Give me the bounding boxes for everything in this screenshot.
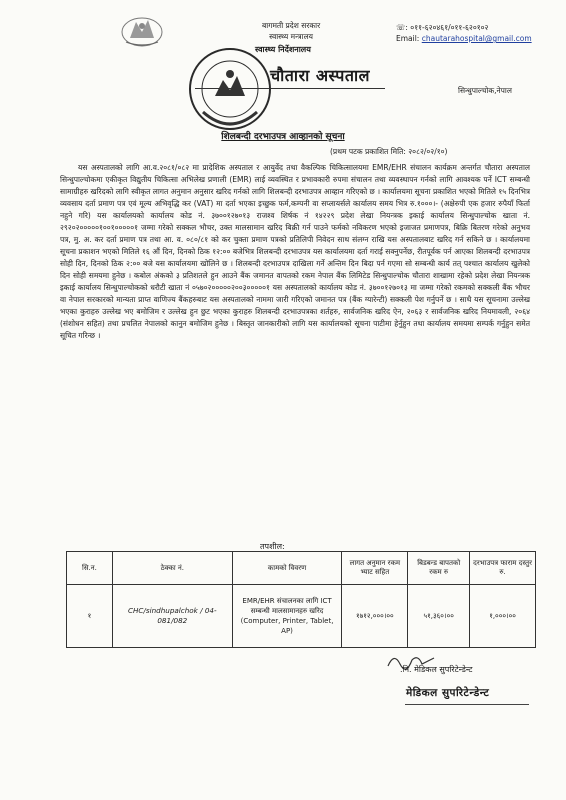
cell-cost-estimate: १७१२,०००।०० [342,585,408,648]
cell-description: EMR/EHR संचालनका लागि ICT सम्बन्धी मालसामानहरु खरिद (Computer, Printer, Tablet, AP) [232,585,342,648]
contact-block [396,22,532,44]
details-table [66,551,536,648]
nepal-emblem-icon [120,14,164,48]
header-cost-estimate: लागत अनुमान रकम भ्याट सहित [342,552,408,585]
hospital-location: सिन्धुपाल्चोक,नेपाल [458,86,512,95]
cell-serial: १ [67,585,113,648]
header-contract-no: ठेक्का नं. [112,552,232,585]
hospital-seal-icon [185,44,275,134]
gov-province: बागमती प्रदेश सरकार [262,21,321,30]
cell-contract-no: CHC/sindhupalchok / 04-081/082 [112,585,232,648]
notice-body: यस अस्पतालको लागि आ.व.२०८१/०८२ मा प्रादेशिक अस्पताल र आयुर्वेद तथा वैकल्पिक चिकित्सालयमा EMR/EHR संचालन कार्यक्रम अन्तर्गत चौतारा अस्पताल सिन्धुपाल्चोकमा एकीकृत विद्युतीय चिकित्सा अभिलेख प्रणाली (EMR) लाई व्यवस्थित र प्रभावकारी रुपमा संचालन तथा व्यवस्थापन गर्नको लागि आवश्यक पर्ने ICT सम्बन्धी सामाग्रीहरु खरिदको लागि स्वीकृत लागत अनुमान अनुसार खरिद गर्नको लागि शिलबन्दी दरभाउपत्र आव्हान गरिएको छ । कार्यालयमा सूचना प्रकाशित भएको मितिले १५ दिनभित्र व्यवसाय दर्ता प्रमाण पत्र एवं मूल्य अभिवृद्धि कर (VAT) मा दर्ता भएका इच्छुक फर्म,कम्पनी वा सप्लायर्सले कार्यालय समय भित्र रु.१०००।- (अक्षेरुपी एक हजार रुपैयाँ फिर्ता नहुने गरि) यस कार्यालयको कार्यालय कोड नं. ३७००१२७०१३ राजश्व शिर्षक नं १४२२९ प्रदेश लेखा नियन्त्रक इकाई कार्यालय सिन्धुपाल्चोक खाता नं. २९२०२०००००१००१०००००१ जम्मा गरेको सक्कल भौचर, उक्त मालसामान खरिद बिक्री गर्न पाउने फर्मको नविकरण भएको इजाजत प्रमाणपत्र, बिक्रि बितरण गरेको अनुभव पत्र, मु. अ. कर दर्ता प्रमाण पत्र तथा आ. व. ०८०/८१ को कर चुक्ता प्रमाण पत्रको प्रतिलिपी निवेदन साथ संलग्न राखि यस अस्पतालबाट खरिद गर्न सकिने छ । कार्यालयमा सूचना प्रकाशन भएको मितिले १६ औं दिन, दिनको ठिक १२:०० बजेभित्र शिलबन्दी दरभाउपत्र यस कार्यालयमा दर्ता गराई सक्नुपर्नेछ, रीतपूर्वक पर्न आएका शिलबन्दी दरभाउपत्र सोही दिन, दिनको ठिक २:०० बजे यस कार्यालयमा खोलिने छ । शिलबन्दी दरभाउपत्र दाखिला गर्ने अन्तिम दिन बिदा पर्न गएमा सो सम्बन्धी कार्य तत् पश्चात कार्यालय खुलेको दिन सोही समयमा हुनेछ । कबोल अंकको ३ प्रतिशतले हुन आउने बैंक जमानत वापतको रकम नेपाल बैंक लिमिटेड सिन्धुपाल्चोक चौतारा शाखामा रहेको प्रदेश लेखा नियन्त्रक इकाई कार्यालय सिन्धुपाल्चोकको धरौटी खाता नं ०५७०२०००००२००३०००००१ यस अस्पतालको कार्यालय कोड नं. ३७००१२७०१३ मा जम्मा गरेको रकमको सक्कली बैंक भौचर वा नेपाल सरकारको मान्यता प्राप्त वाणिज्य बैंकहरुबाट यस अस्पतालको नाममा जारी गरिएको जमानत पत्र (बैंक ग्यारेन्टी) सक्कली पेश गर्नुपर्ने छ । साथै यस सूचनामा उल्लेख भएका कुराहरु उल्लेख भए बमोजिम र उल्लेख हुन छुट भएका कुराहरु शिलबन्दी दरभाउपत्रका शर्तहरु, सार्वजनिक खरिद ऐन, २०६३ र सार्वजनिक खरिद नियमावली, २०६४ (संशोधन सहित) तथा प्रचलित नेपालको कानुन बमोजिम हुनेछ । बिस्तृत जानकारीको लागि यस कार्यालयको सूचना पाटीमा हेर्नुहुन तथा कार्यालय समयमा सम्पर्क गर्नुहुन समेत सूचित गरिन्छ । [60,163,530,340]
header-bid-bond: बिडबन्ड बापतको रकम रु [408,552,470,585]
notice-title: शिलबन्दी दरभाउपत्र आव्हानको सूचना [221,132,345,142]
signature-underline [405,704,529,705]
cell-form-fee: १,०००।०० [470,585,536,648]
header-divider [195,88,385,89]
email-label: Email: [396,34,420,43]
header-description: कामको विवरण [232,552,342,585]
table-row [67,585,536,648]
gov-directorate: स्वास्थ्य निर्देशनालय [255,45,311,54]
email-line [396,33,532,44]
government-header [262,20,320,42]
gov-ministry: स्वास्थ्य मन्त्रालय [269,32,314,41]
header-serial: सि.न. [67,552,113,585]
phone-number: ☏: ०११-६२०४६१/०११-६२०१०२ [396,23,489,32]
signature-stamp: मेडिकल सुपरिटेन्डेन्ट [406,687,490,699]
header-form-fee: दरभाउपत्र फाराम दस्तुर रु. [470,552,536,585]
cell-bid-bond: ५१,३६०।०० [408,585,470,648]
table-header-row [67,552,536,585]
details-caption: तपशील: [260,542,285,551]
email-link[interactable]: chautarahospital@gmail.com [421,34,532,43]
hospital-name: चौतारा अस्पताल [270,66,370,85]
signatory-title: .नि. मेडिकल सुपरिटेन्डेन्ट [400,665,473,674]
publication-date: (प्रथम पटक प्रकाशित मिति: २०८२/०२/१०) [330,147,448,156]
